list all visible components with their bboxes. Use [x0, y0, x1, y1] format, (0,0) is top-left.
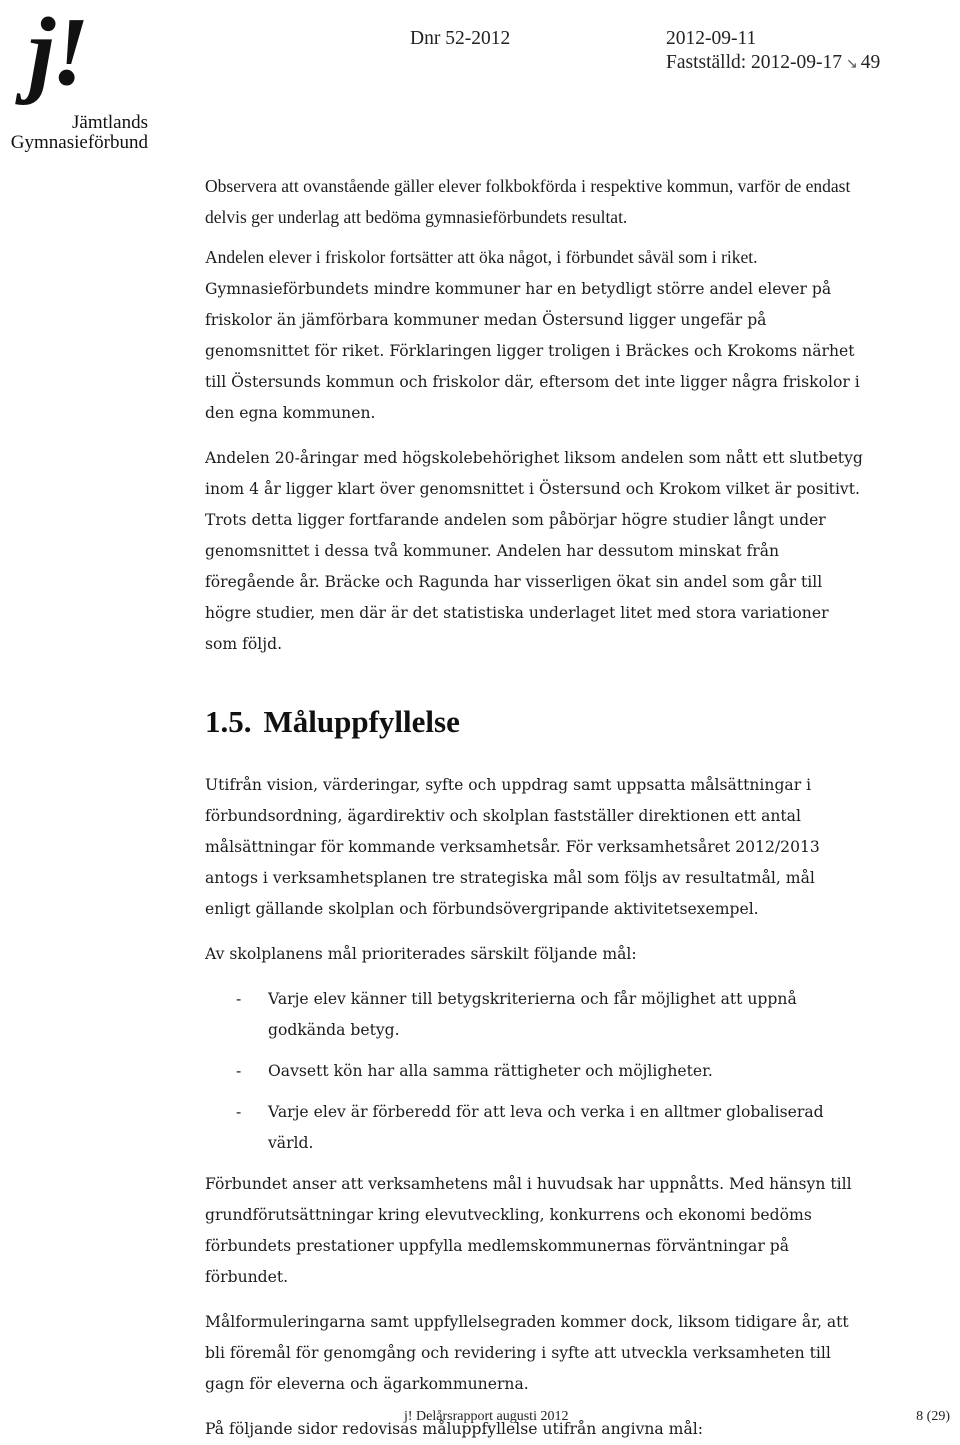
goal-list	[205, 984, 865, 1159]
dash-marker: -	[236, 1103, 242, 1121]
document-body	[205, 171, 865, 1445]
page-number: 8 (29)	[916, 1409, 950, 1424]
section-heading	[205, 702, 865, 742]
footer-title: j! Delårsrapport augusti 2012	[404, 1409, 569, 1424]
section-number: 1.5.	[205, 704, 252, 739]
list-item	[205, 1056, 865, 1087]
list-item-text: Varje elev känner till betygskriterierna och får möjlighet att uppnå godkända betyg.	[268, 990, 797, 1039]
paragraph-friskolor-rest: Gymnasieförbundets mindre kommuner har en betydligt större andel elever på friskolor än jämförbara kommuner medan Östersund ligger ungefär på genomsnittet för riket. Förklaringen ligger troligen i Bräckes och Krokoms närhet till Östersunds kommun och friskolor där, eftersom det inte ligger några friskolor i den egna kommunen.	[205, 280, 860, 422]
paragraph-observe: Observera att ovanstående gäller elever folkbokförda i respektive kommun, varför de endast delvis ger underlag att bedöma gymnasieförbundets resultat.	[205, 176, 851, 227]
adopted-date: Fastställd: 2012-09-17	[666, 52, 843, 73]
paragraph-friskolor	[205, 242, 865, 429]
paragraph-friskolor-lead: Andelen elever i friskolor fortsätter att öka något, i förbundet såväl som i riket.	[205, 247, 758, 267]
logo-name-line-2: Gymnasieförbund	[10, 132, 148, 153]
list-item	[205, 984, 865, 1046]
paragraph-prioritized-goals: Av skolplanens mål prioriterades särskilt följande mål:	[205, 945, 637, 963]
dash-marker: -	[236, 990, 242, 1008]
paragraph-behorighet: Andelen 20-åringar med högskolebehörighet liksom andelen som nått ett slutbetyg inom 4 år ligger klart över genomsnittet i Östersund och Krokom vilket är positivt. Trots detta ligger fortfarande andelen som påbörjar högre studier långt under genomsnittet i dessa två kommuner. Andelen har dessutom minskat från föregående år. Bräcke och Ragunda har visserligen ökat sin andel som går till högre studier, men där är det statistiska underlaget litet med stora variationer som följd.	[205, 449, 863, 653]
list-item-text: Varje elev är förberedd för att leva och verka i en alltmer globaliserad värld.	[268, 1103, 824, 1152]
paragraph-following-pages: På följande sidor redovisas måluppfyllelse utifrån angivna mål:	[205, 1420, 704, 1438]
document-date: 2012-09-11	[666, 28, 757, 49]
organization-logo	[0, 0, 150, 160]
section-title: Måluppfyllelse	[263, 704, 460, 739]
list-item-text: Oavsett kön har alla samma rättigheter och möjligheter.	[268, 1062, 713, 1080]
adopted-line	[666, 51, 880, 77]
logo-mark: j!	[28, 0, 86, 106]
paragraph-assessment: Förbundet anser att verksamhetens mål i huvudsak har uppnåtts. Med hänsyn till grundförutsättningar kring elevutveckling, konkurrens och ekonomi bedöms förbundets prestationer uppfylla medlemskommunernas förväntningar på förbundet.	[205, 1175, 852, 1286]
paragraph-reference: 49	[860, 52, 881, 73]
dash-marker: -	[236, 1062, 242, 1080]
document-number: Dnr 52-2012	[410, 28, 511, 49]
logo-name-line-1: Jämtlands	[72, 112, 148, 133]
paragraph-vision: Utifrån vision, värderingar, syfte och uppdrag samt uppsatta målsättningar i förbundsordning, ägardirektiv och skolplan fastställer direktionen ett antal målsättningar för kommande verksamhetsår. För verksamhetsåret 2012/2013 antogs i verksamhetsplanen tre strategiska mål som följs av resultatmål, mål enligt gällande skolplan och förbundsövergripande aktivitetsexempel.	[205, 776, 820, 918]
paragraph-review: Målformuleringarna samt uppfyllelsegraden kommer dock, liksom tidigare år, att bli föremål för genomgång och revidering i syfte att utveckla verksamheten till gagn för eleverna och ägarkommunerna.	[205, 1313, 849, 1393]
list-item	[205, 1097, 865, 1159]
arrow-icon: ↘	[846, 57, 858, 72]
